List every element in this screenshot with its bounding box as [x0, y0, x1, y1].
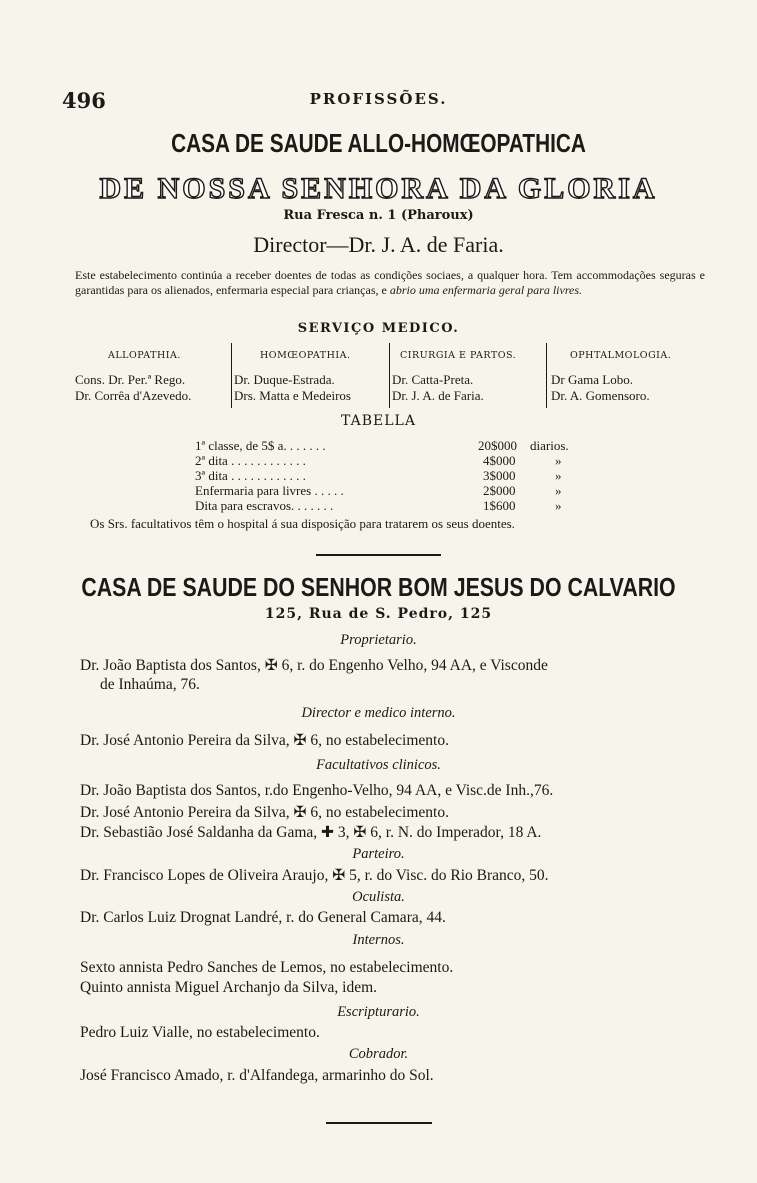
section-subheading: Proprietario.: [340, 632, 417, 648]
entry-line: de Inhaúma, 76.: [100, 676, 200, 693]
price-row-label: Dita para escravos. . . . . . .: [195, 498, 334, 513]
price-row-price: 20$000: [478, 438, 517, 453]
entry-line: Dr. José Antonio Pereira da Silva, ✠ 6, no estabelecimento.: [80, 804, 449, 821]
column-divider: [546, 343, 547, 408]
staff-name: Dr. Catta-Preta.: [392, 372, 474, 387]
staff-name: Dr. J. A. de Faria.: [392, 388, 484, 403]
price-row-unit: »: [555, 483, 562, 498]
column-divider: [231, 343, 232, 408]
entry-line: Quinto annista Miguel Archanjo da Silva, idem.: [80, 979, 378, 996]
staff-name: Drs. Matta e Medeiros: [234, 388, 351, 403]
column-heading-allopathia: ALLOPATHIA.: [108, 350, 181, 361]
entry-line: Pedro Luiz Vialle, no estabelecimento.: [80, 1024, 320, 1041]
running-header: PROFISSÕES.: [309, 90, 448, 108]
price-row-unit: »: [555, 498, 562, 513]
casa1-description: Este estabelecimento continúa a receber doentes de todas as condições sociaes, a qualquer hora. Tem accommodações seguras e garantidas para os alienados, enfermaria especial para crianças, e abrio uma enfermaria geral para livres.: [75, 268, 705, 297]
section-subheading: Parteiro.: [352, 846, 405, 862]
casa1-address: Rua Fresca n. 1 (Pharoux): [283, 208, 474, 223]
price-row-price: 2$000: [483, 483, 516, 498]
price-row-unit: diarios.: [530, 438, 569, 453]
entry-line: Dr. Carlos Luiz Drognat Landré, r. do General Camara, 44.: [80, 909, 446, 926]
service-heading: SERVIÇO MEDICO.: [297, 321, 460, 336]
column-divider: [389, 343, 390, 408]
column-heading-cirurgia: CIRURGIA E PARTOS.: [400, 350, 517, 361]
staff-name: Dr. Corrêa d'Azevedo.: [75, 388, 192, 403]
section-subheading: Oculista.: [352, 889, 405, 905]
section-subheading: Escripturario.: [337, 1004, 420, 1020]
price-row-price: 4$000: [483, 453, 516, 468]
entry-line: Dr. João Baptista dos Santos, ✠ 6, r. do Engenho Velho, 94 AA, e Visconde: [80, 657, 548, 674]
entry-line: Dr. João Baptista dos Santos, r.do Engenho-Velho, 94 AA, e Visc.de Inh.,76.: [80, 782, 554, 799]
section-subheading: Director e medico interno.: [301, 705, 456, 721]
price-row-unit: »: [555, 453, 562, 468]
staff-name: Dr. Duque-Estrada.: [234, 372, 335, 387]
casa2-title: CASA DE SAUDE DO SENHOR BOM JESUS DO CALVARIO: [81, 572, 676, 602]
entry-line: Sexto annista Pedro Sanches de Lemos, no estabelecimento.: [80, 959, 454, 976]
staff-name: Cons. Dr. Per.ª Rego.: [75, 372, 186, 387]
price-row-price: 3$000: [483, 468, 516, 483]
price-row-label: 1ª classe, de 5$ a. . . . . . .: [195, 438, 326, 453]
staff-name: Dr Gama Lobo.: [551, 372, 633, 387]
section-subheading: Facultativos clinicos.: [316, 757, 441, 773]
page-number: 496: [62, 88, 106, 113]
entry-line: Dr. Francisco Lopes de Oliveira Araujo, ✠ 5, r. do Visc. do Rio Branco, 50.: [80, 867, 549, 884]
column-heading-ophtalmologia: OPHTALMOLOGIA.: [570, 350, 672, 361]
price-row-unit: »: [555, 468, 562, 483]
casa1-title: CASA DE SAUDE ALLO-HOMŒOPATHICA: [171, 128, 586, 158]
casa2-address: 125, Rua de S. Pedro, 125: [264, 606, 493, 622]
entry-line: José Francisco Amado, r. d'Alfandega, armarinho do Sol.: [80, 1067, 434, 1084]
price-row-label: 3ª dita . . . . . . . . . . . .: [195, 468, 306, 483]
price-row-label: 2ª dita . . . . . . . . . . . .: [195, 453, 306, 468]
price-row-label: Enfermaria para livres . . . . .: [195, 483, 344, 498]
table-heading: TABELLA: [341, 413, 416, 429]
section-subheading: Cobrador.: [348, 1046, 409, 1062]
staff-name: Dr. A. Gomensoro.: [551, 388, 650, 403]
price-row-price: 1$600: [483, 498, 516, 513]
entry-line: Dr. Sebastião José Saldanha da Gama, ✚ 3, ✠ 6, r. N. do Imperador, 18 A.: [80, 824, 542, 841]
entry-line: Dr. José Antonio Pereira da Silva, ✠ 6, no estabelecimento.: [80, 732, 449, 749]
end-divider: [326, 1122, 432, 1124]
casa1-subtitle: DE NOSSA SENHORA DA GLORIA: [99, 172, 658, 205]
section-divider: [316, 554, 441, 556]
column-heading-homoeopathia: HOMŒOPATHIA.: [260, 350, 351, 361]
section-subheading: Internos.: [352, 932, 405, 948]
casa1-footer: Os Srs. facultativos têm o hospital á sua disposição para tratarem os seus doentes.: [90, 516, 515, 531]
casa1-director: Director—Dr. J. A. de Faria.: [253, 232, 504, 257]
